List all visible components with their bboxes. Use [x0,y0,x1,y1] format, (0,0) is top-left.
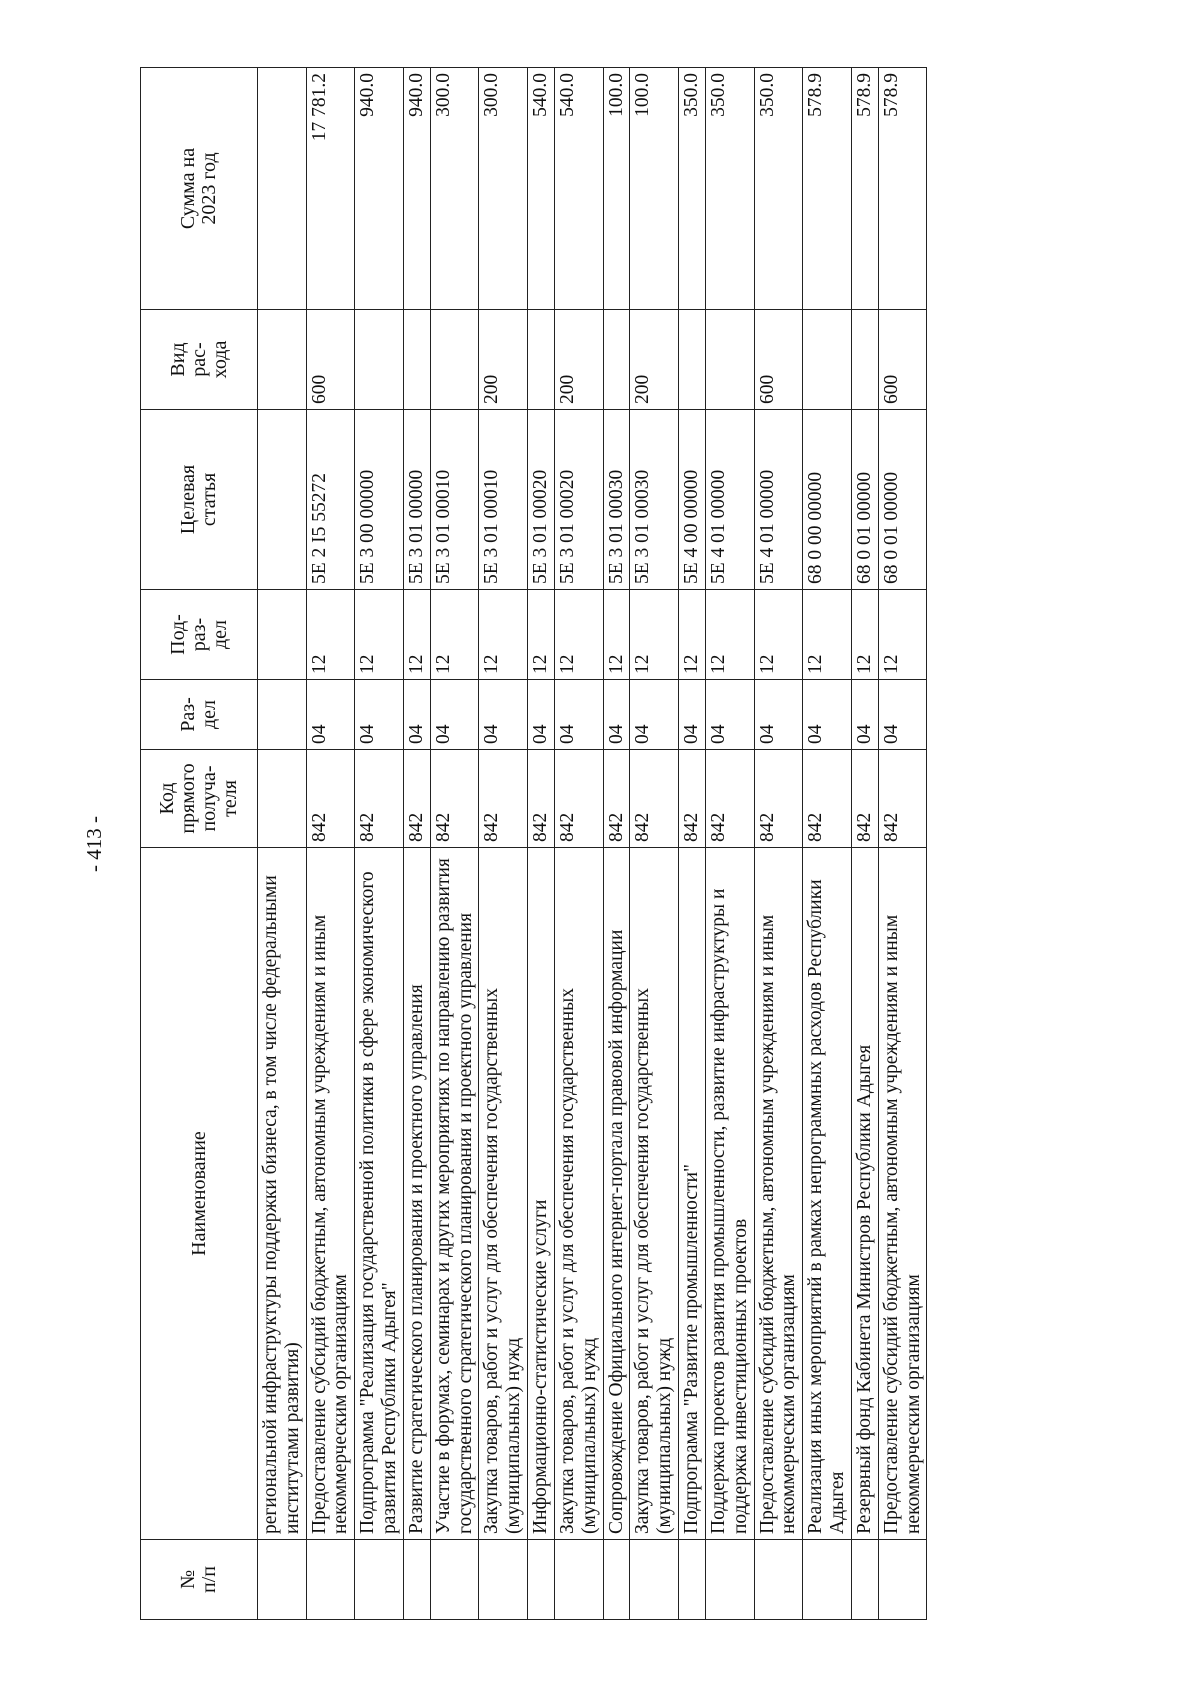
row-recipient-code: 842 [705,750,754,848]
row-target-article: 5E 3 01 00010 [479,410,528,590]
row-sum: 578.9 [851,68,878,310]
row-name: Резервный фонд Кабинета Министров Республики Адыгея [851,848,878,1540]
row-expense-type: 600 [878,310,927,410]
row-expense-type: 600 [306,310,355,410]
row-target-article: 5E 3 01 00020 [528,410,555,590]
row-target-article [258,410,307,590]
header-name: Наименование [141,848,258,1540]
row-recipient-code: 842 [355,750,404,848]
row-name: Предоставление субсидий бюджетным, автономным учреждениям и иным некоммерческим организациям [878,848,927,1540]
row-sum: 578.9 [878,68,927,310]
row-sum: 100.0 [603,68,630,310]
row-recipient-code: 842 [754,750,803,848]
row-section: 04 [430,680,479,750]
row-num [355,1540,404,1620]
row-num [528,1540,555,1620]
table-row [306,68,355,1620]
row-sum: 350.0 [679,68,706,310]
row-target-article: 5E 3 01 00030 [603,410,630,590]
row-section: 04 [306,680,355,750]
row-subsection: 12 [878,590,927,680]
row-recipient-code: 842 [803,750,852,848]
row-num [403,1540,430,1620]
row-recipient-code: 842 [679,750,706,848]
row-sum: 300.0 [430,68,479,310]
row-recipient-code: 842 [479,750,528,848]
table-row [258,68,307,1620]
row-subsection: 12 [630,590,679,680]
row-subsection: 12 [355,590,404,680]
row-expense-type: 200 [554,310,603,410]
row-target-article: 5E 4 00 00000 [679,410,706,590]
row-num [878,1540,927,1620]
table-row [754,68,803,1620]
row-expense-type [528,310,555,410]
table-row [851,68,878,1620]
row-section: 04 [679,680,706,750]
row-section: 04 [355,680,404,750]
row-num [306,1540,355,1620]
row-recipient-code: 842 [528,750,555,848]
row-subsection: 12 [754,590,803,680]
row-num [479,1540,528,1620]
table-row [479,68,528,1620]
table-row [403,68,430,1620]
table-row [528,68,555,1620]
row-target-article: 68 0 00 00000 [803,410,852,590]
row-num [258,1540,307,1620]
row-expense-type: 200 [630,310,679,410]
table-row [705,68,754,1620]
row-recipient-code: 842 [306,750,355,848]
table-row [603,68,630,1620]
row-name: Предоставление субсидий бюджетным, автономным учреждениям и иным некоммерческим организациям [754,848,803,1540]
row-expense-type [355,310,404,410]
row-subsection: 12 [528,590,555,680]
row-section: 04 [630,680,679,750]
row-name: региональной инфраструктуры поддержки бизнеса, в том числе федеральными институтами развития) [258,848,307,1540]
row-section: 04 [878,680,927,750]
row-num [754,1540,803,1620]
row-sum: 350.0 [754,68,803,310]
row-name: Развитие стратегического планирования и проектного управления [403,848,430,1540]
row-name: Закупка товаров, работ и услуг для обеспечения государственных (муниципальных) нужд [479,848,528,1540]
row-recipient-code [258,750,307,848]
header-target-article: Целевая статья [141,410,258,590]
row-recipient-code: 842 [603,750,630,848]
row-target-article: 5E 2 I5 55272 [306,410,355,590]
row-num [430,1540,479,1620]
row-target-article: 68 0 01 00000 [878,410,927,590]
row-section: 04 [754,680,803,750]
row-num [803,1540,852,1620]
row-name: Предоставление субсидий бюджетным, автономным учреждениям и иным некоммерческим организациям [306,848,355,1540]
table-row [554,68,603,1620]
row-sum: 940.0 [403,68,430,310]
table-row [679,68,706,1620]
row-name: Поддержка проектов развития промышленности, развитие инфраструктуры и поддержка инвестиционных проектов [705,848,754,1540]
row-section: 04 [479,680,528,750]
table-header-row [141,68,258,1620]
row-sum: 350.0 [705,68,754,310]
row-subsection: 12 [851,590,878,680]
row-sum: 300.0 [479,68,528,310]
row-recipient-code: 842 [851,750,878,848]
table-body [258,68,927,1620]
row-sum: 540.0 [554,68,603,310]
row-section: 04 [705,680,754,750]
row-recipient-code: 842 [878,750,927,848]
row-name: Участие в форумах, семинарах и других мероприятиях по направлению развития государственного стратегического планирования и проектного управления [430,848,479,1540]
row-expense-type [803,310,852,410]
header-recipient-code: Код прямого получа- теля [141,750,258,848]
table-row [878,68,927,1620]
row-target-article: 5E 3 01 00000 [403,410,430,590]
row-section: 04 [554,680,603,750]
row-expense-type [705,310,754,410]
row-name: Закупка товаров, работ и услуг для обеспечения государственных (муниципальных) нужд [630,848,679,1540]
row-section: 04 [403,680,430,750]
row-subsection: 12 [679,590,706,680]
row-target-article: 68 0 01 00000 [851,410,878,590]
row-sum: 578.9 [803,68,852,310]
row-section: 04 [851,680,878,750]
row-section [258,680,307,750]
row-num [554,1540,603,1620]
row-num [630,1540,679,1620]
header-sum: Сумма на 2023 год [141,68,258,310]
row-expense-type [851,310,878,410]
row-target-article: 5E 4 01 00000 [705,410,754,590]
row-name: Сопровождение Официального интернет-портала правовой информации [603,848,630,1540]
row-section: 04 [803,680,852,750]
row-subsection: 12 [479,590,528,680]
row-num [705,1540,754,1620]
row-sum: 100.0 [630,68,679,310]
row-expense-type: 200 [479,310,528,410]
row-target-article: 5E 3 01 00010 [430,410,479,590]
table-row [430,68,479,1620]
row-sum: 540.0 [528,68,555,310]
row-sum [258,68,307,310]
row-expense-type [430,310,479,410]
row-expense-type [603,310,630,410]
row-subsection: 12 [306,590,355,680]
row-target-article: 5E 4 01 00000 [754,410,803,590]
row-recipient-code: 842 [403,750,430,848]
header-num: № п/п [141,1540,258,1620]
row-section: 04 [603,680,630,750]
row-name: Подпрограмма "Развитие промышленности" [679,848,706,1540]
row-subsection: 12 [705,590,754,680]
header-section: Раз- дел [141,680,258,750]
row-num [679,1540,706,1620]
row-num [603,1540,630,1620]
row-subsection: 12 [554,590,603,680]
row-subsection: 12 [603,590,630,680]
row-recipient-code: 842 [630,750,679,848]
row-subsection: 12 [803,590,852,680]
row-sum: 17 781.2 [306,68,355,310]
page-number: - 413 - [82,816,106,872]
row-subsection [258,590,307,680]
row-target-article: 5E 3 00 00000 [355,410,404,590]
rotated-page [82,68,1060,1620]
row-target-article: 5E 3 01 00020 [554,410,603,590]
row-subsection: 12 [430,590,479,680]
row-name: Реализация иных мероприятий в рамках непрограммных расходов Республики Адыгея [803,848,852,1540]
row-recipient-code: 842 [430,750,479,848]
row-sum: 940.0 [355,68,404,310]
table-row [803,68,852,1620]
row-subsection: 12 [403,590,430,680]
row-num [851,1540,878,1620]
row-section: 04 [528,680,555,750]
row-recipient-code: 842 [554,750,603,848]
row-name: Закупка товаров, работ и услуг для обеспечения государственных (муниципальных) нужд [554,848,603,1540]
row-expense-type [679,310,706,410]
header-subsection: Под- раз- дел [141,590,258,680]
table-row [630,68,679,1620]
row-expense-type [403,310,430,410]
table-row [355,68,404,1620]
row-target-article: 5E 3 01 00030 [630,410,679,590]
row-expense-type [258,310,307,410]
budget-table [140,67,927,1620]
header-expense-type: Вид рас- хода [141,310,258,410]
row-name: Подпрограмма "Реализация государственной политики в сфере экономического развития Республики Адыгея" [355,848,404,1540]
row-expense-type: 600 [754,310,803,410]
row-name: Информационно-статистические услуги [528,848,555,1540]
